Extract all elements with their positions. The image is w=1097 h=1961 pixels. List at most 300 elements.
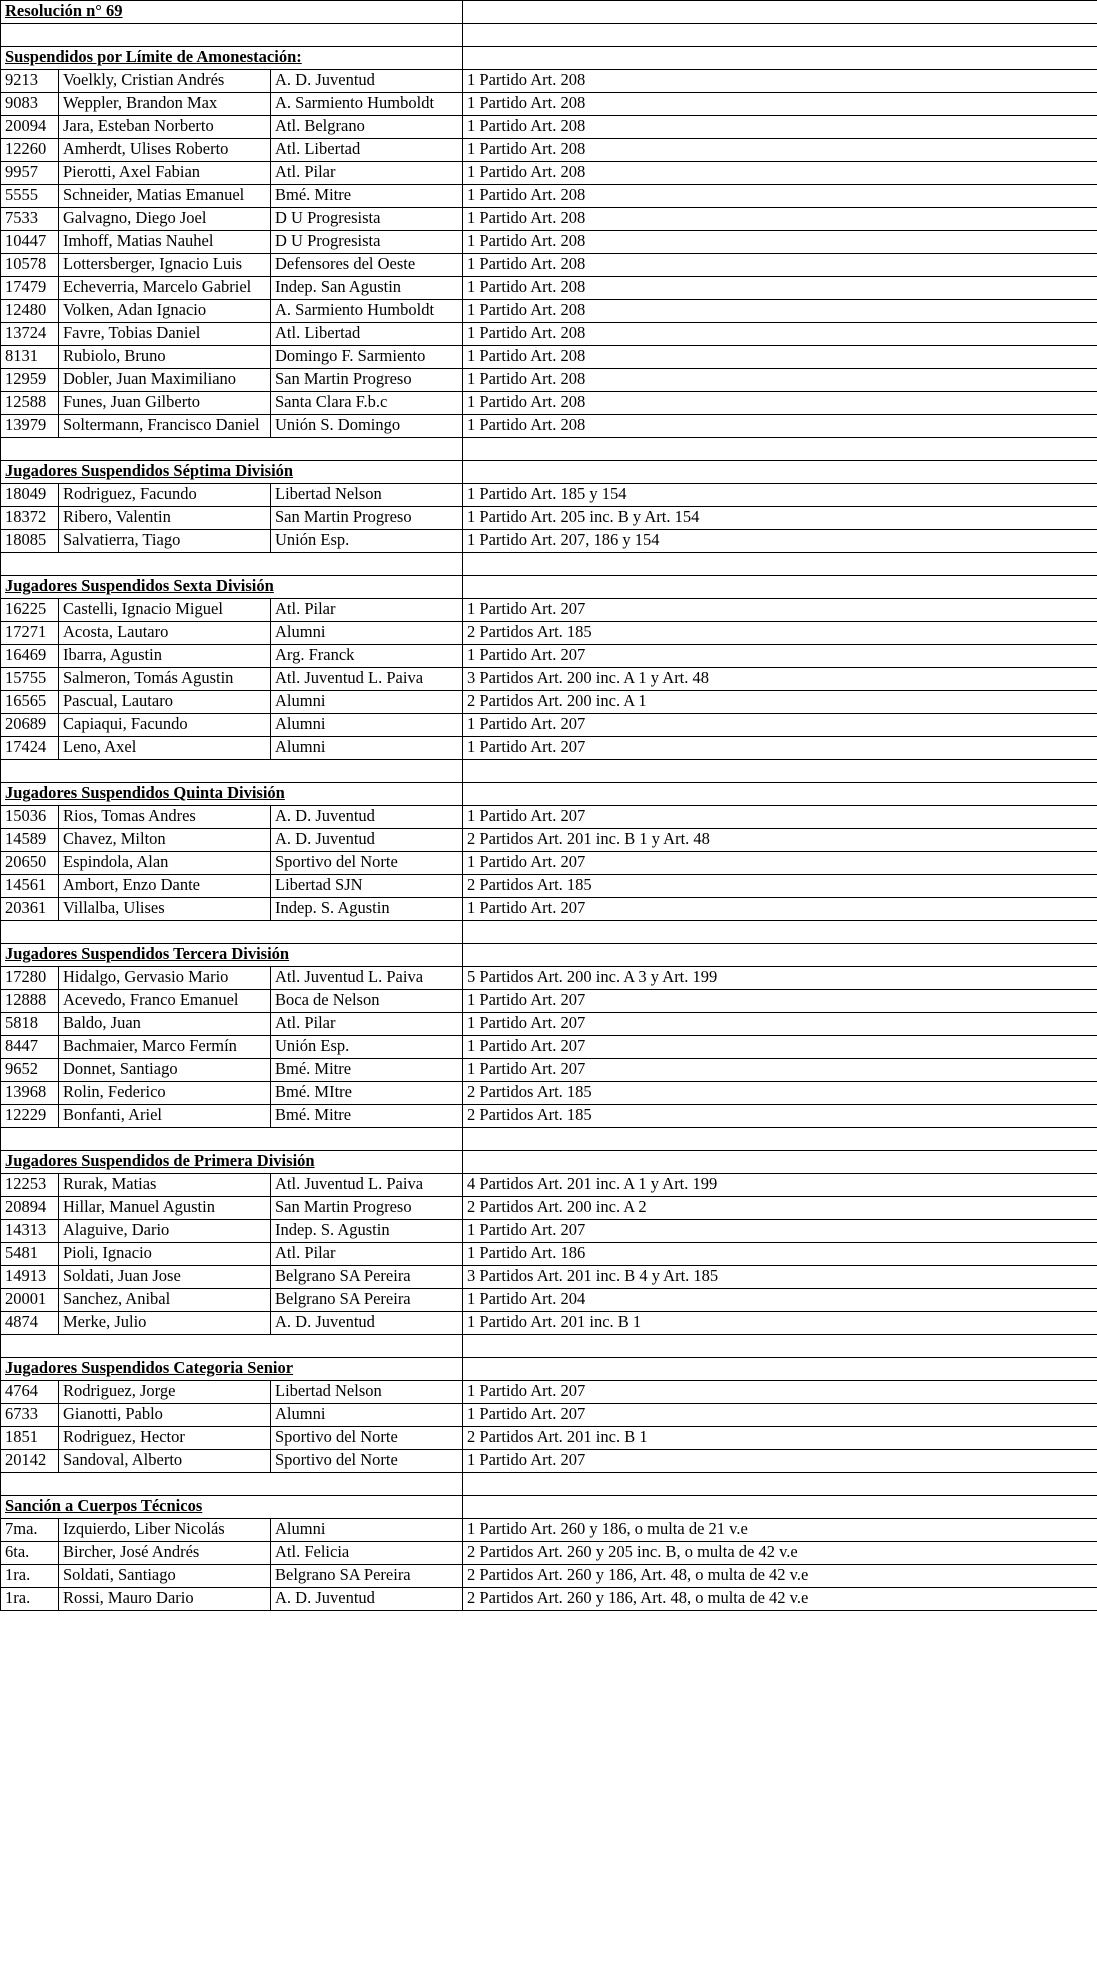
club-name: Unión Esp.	[271, 1036, 463, 1059]
club-name: A. D. Juventud	[271, 70, 463, 93]
table-row	[1, 714, 1097, 737]
player-name: Voelkly, Cristian Andrés	[59, 70, 271, 93]
sanction-detail: 1 Partido Art. 208	[463, 277, 1097, 300]
section-title-text: Jugadores Suspendidos Categoria Senior	[5, 1358, 294, 1378]
empty-cell	[1, 760, 463, 783]
sanction-detail: 2 Partidos Art. 260 y 186, Art. 48, o multa de 42 v.e	[463, 1588, 1097, 1611]
empty-cell	[463, 1473, 1097, 1496]
section-title	[1, 944, 463, 967]
player-name: Ambort, Enzo Dante	[59, 875, 271, 898]
sanctions-table-body	[1, 1, 1097, 1611]
table-row	[1, 852, 1097, 875]
club-name: Atl. Pilar	[271, 599, 463, 622]
club-name: Alumni	[271, 714, 463, 737]
empty-cell	[1, 1473, 463, 1496]
player-id: 9213	[1, 70, 59, 93]
table-row	[1, 990, 1097, 1013]
sanction-detail: 1 Partido Art. 208	[463, 369, 1097, 392]
table-row	[1, 875, 1097, 898]
player-id: 14313	[1, 1220, 59, 1243]
table-row	[1, 1082, 1097, 1105]
player-id: 4764	[1, 1381, 59, 1404]
player-id: 17424	[1, 737, 59, 760]
player-name: Bircher, José Andrés	[59, 1542, 271, 1565]
empty-cell	[463, 1128, 1097, 1151]
section-title-text: Jugadores Suspendidos de Primera División	[5, 1151, 315, 1171]
club-name: San Martin Progreso	[271, 1197, 463, 1220]
table-row	[1, 967, 1097, 990]
player-name: Lottersberger, Ignacio Luis	[59, 254, 271, 277]
empty-cell	[1, 1128, 463, 1151]
player-id: 20894	[1, 1197, 59, 1220]
club-name: D U Progresista	[271, 208, 463, 231]
section-title-text: Jugadores Suspendidos Quinta División	[5, 783, 285, 803]
player-name: Pierotti, Axel Fabian	[59, 162, 271, 185]
player-id: 20689	[1, 714, 59, 737]
player-id: 9652	[1, 1059, 59, 1082]
section-header-row	[1, 1358, 1097, 1381]
section-title	[1, 1496, 463, 1519]
table-row	[1, 1289, 1097, 1312]
player-id: 12229	[1, 1105, 59, 1128]
table-row	[1, 737, 1097, 760]
sanction-detail: 1 Partido Art. 208	[463, 185, 1097, 208]
player-name: Villalba, Ulises	[59, 898, 271, 921]
section-title-text: Suspendidos por Límite de Amonestación:	[5, 47, 302, 67]
table-row	[1, 139, 1097, 162]
player-name: Rios, Tomas Andres	[59, 806, 271, 829]
player-name: Merke, Julio	[59, 1312, 271, 1335]
player-name: Soltermann, Francisco Daniel	[59, 415, 271, 438]
club-name: Alumni	[271, 737, 463, 760]
player-id: 7ma.	[1, 1519, 59, 1542]
sanction-detail: 2 Partidos Art. 200 inc. A 1	[463, 691, 1097, 714]
club-name: Santa Clara F.b.c	[271, 392, 463, 415]
empty-cell	[463, 24, 1097, 47]
player-id: 8131	[1, 346, 59, 369]
sanction-detail: 1 Partido Art. 185 y 154	[463, 484, 1097, 507]
sanction-detail: 1 Partido Art. 208	[463, 323, 1097, 346]
player-id: 5818	[1, 1013, 59, 1036]
section-header-row	[1, 47, 1097, 70]
club-name: Alumni	[271, 691, 463, 714]
sanction-detail: 1 Partido Art. 207	[463, 1450, 1097, 1473]
player-id: 17280	[1, 967, 59, 990]
section-title-text: Sanción a Cuerpos Técnicos	[5, 1496, 203, 1516]
club-name: Libertad SJN	[271, 875, 463, 898]
sanction-detail: 1 Partido Art. 207	[463, 1220, 1097, 1243]
table-row	[1, 1266, 1097, 1289]
club-name: Atl. Pilar	[271, 1243, 463, 1266]
table-row	[1, 70, 1097, 93]
section-header-row	[1, 944, 1097, 967]
table-row	[1, 1059, 1097, 1082]
table-row	[1, 162, 1097, 185]
player-id: 13979	[1, 415, 59, 438]
player-name: Gianotti, Pablo	[59, 1404, 271, 1427]
empty-cell	[1, 24, 463, 47]
player-id: 14913	[1, 1266, 59, 1289]
sanction-detail: 1 Partido Art. 208	[463, 93, 1097, 116]
player-name: Izquierdo, Liber Nicolás	[59, 1519, 271, 1542]
sanction-detail: 1 Partido Art. 207	[463, 1036, 1097, 1059]
player-id: 16225	[1, 599, 59, 622]
sanction-detail: 1 Partido Art. 207, 186 y 154	[463, 530, 1097, 553]
empty-cell	[463, 438, 1097, 461]
player-name: Chavez, Milton	[59, 829, 271, 852]
club-name: A. D. Juventud	[271, 1588, 463, 1611]
empty-cell	[463, 576, 1097, 599]
empty-cell	[1, 438, 463, 461]
club-name: Atl. Pilar	[271, 162, 463, 185]
empty-cell	[463, 783, 1097, 806]
club-name: Belgrano SA Pereira	[271, 1266, 463, 1289]
sanction-detail: 4 Partidos Art. 201 inc. A 1 y Art. 199	[463, 1174, 1097, 1197]
player-id: 8447	[1, 1036, 59, 1059]
sanction-detail: 2 Partidos Art. 201 inc. B 1	[463, 1427, 1097, 1450]
player-id: 7533	[1, 208, 59, 231]
player-id: 5555	[1, 185, 59, 208]
player-id: 5481	[1, 1243, 59, 1266]
player-name: Galvagno, Diego Joel	[59, 208, 271, 231]
sanction-detail: 1 Partido Art. 207	[463, 599, 1097, 622]
club-name: Unión S. Domingo	[271, 415, 463, 438]
club-name: Alumni	[271, 622, 463, 645]
section-title-text: Resolución n° 69	[5, 1, 123, 21]
player-id: 18372	[1, 507, 59, 530]
player-name: Donnet, Santiago	[59, 1059, 271, 1082]
player-id: 6733	[1, 1404, 59, 1427]
sanction-detail: 2 Partidos Art. 185	[463, 622, 1097, 645]
player-name: Sandoval, Alberto	[59, 1450, 271, 1473]
table-row	[1, 507, 1097, 530]
empty-cell	[463, 1335, 1097, 1358]
club-name: Bmé. MItre	[271, 1082, 463, 1105]
player-name: Rodriguez, Facundo	[59, 484, 271, 507]
sanction-detail: 1 Partido Art. 208	[463, 231, 1097, 254]
player-name: Ribero, Valentin	[59, 507, 271, 530]
player-id: 18085	[1, 530, 59, 553]
player-id: 20094	[1, 116, 59, 139]
sanction-detail: 1 Partido Art. 207	[463, 852, 1097, 875]
sanction-detail: 1 Partido Art. 204	[463, 1289, 1097, 1312]
sanction-detail: 1 Partido Art. 207	[463, 1404, 1097, 1427]
spacer-row	[1, 24, 1097, 47]
player-id: 17479	[1, 277, 59, 300]
table-row	[1, 116, 1097, 139]
club-name: Atl. Libertad	[271, 139, 463, 162]
table-row	[1, 806, 1097, 829]
sanction-detail: 1 Partido Art. 207	[463, 806, 1097, 829]
section-title	[1, 576, 463, 599]
player-name: Amherdt, Ulises Roberto	[59, 139, 271, 162]
club-name: San Martin Progreso	[271, 507, 463, 530]
table-row	[1, 1220, 1097, 1243]
section-header-row	[1, 783, 1097, 806]
table-row	[1, 622, 1097, 645]
sanction-detail: 1 Partido Art. 207	[463, 1059, 1097, 1082]
sanction-detail: 1 Partido Art. 260 y 186, o multa de 21 v.e	[463, 1519, 1097, 1542]
table-row	[1, 1243, 1097, 1266]
sanction-detail: 1 Partido Art. 205 inc. B y Art. 154	[463, 507, 1097, 530]
player-id: 1ra.	[1, 1588, 59, 1611]
table-row	[1, 1404, 1097, 1427]
club-name: Belgrano SA Pereira	[271, 1289, 463, 1312]
club-name: A. Sarmiento Humboldt	[271, 93, 463, 116]
table-row	[1, 1105, 1097, 1128]
section-header-row	[1, 461, 1097, 484]
player-id: 12588	[1, 392, 59, 415]
club-name: Bmé. Mitre	[271, 185, 463, 208]
club-name: Atl. Libertad	[271, 323, 463, 346]
table-row	[1, 392, 1097, 415]
player-id: 18049	[1, 484, 59, 507]
sanction-detail: 1 Partido Art. 207	[463, 645, 1097, 668]
club-name: Unión Esp.	[271, 530, 463, 553]
club-name: A. Sarmiento Humboldt	[271, 300, 463, 323]
sanction-detail: 1 Partido Art. 208	[463, 139, 1097, 162]
player-name: Jara, Esteban Norberto	[59, 116, 271, 139]
club-name: Belgrano SA Pereira	[271, 1565, 463, 1588]
table-row	[1, 93, 1097, 116]
sanction-detail: 1 Partido Art. 208	[463, 116, 1097, 139]
club-name: Alumni	[271, 1519, 463, 1542]
club-name: Defensores del Oeste	[271, 254, 463, 277]
player-id: 13724	[1, 323, 59, 346]
club-name: Atl. Belgrano	[271, 116, 463, 139]
player-name: Acevedo, Franco Emanuel	[59, 990, 271, 1013]
empty-cell	[1, 921, 463, 944]
player-id: 16469	[1, 645, 59, 668]
club-name: A. D. Juventud	[271, 1312, 463, 1335]
player-id: 14561	[1, 875, 59, 898]
table-row	[1, 1519, 1097, 1542]
player-name: Funes, Juan Gilberto	[59, 392, 271, 415]
club-name: Bmé. Mitre	[271, 1059, 463, 1082]
player-name: Soldati, Juan Jose	[59, 1266, 271, 1289]
player-name: Espindola, Alan	[59, 852, 271, 875]
player-id: 12480	[1, 300, 59, 323]
sanction-detail: 3 Partidos Art. 200 inc. A 1 y Art. 48	[463, 668, 1097, 691]
section-title	[1, 1151, 463, 1174]
player-name: Rurak, Matias	[59, 1174, 271, 1197]
sanction-detail: 1 Partido Art. 208	[463, 254, 1097, 277]
player-name: Hidalgo, Gervasio Mario	[59, 967, 271, 990]
player-name: Pascual, Lautaro	[59, 691, 271, 714]
spacer-row	[1, 1473, 1097, 1496]
sanction-detail: 1 Partido Art. 207	[463, 714, 1097, 737]
sanction-detail: 1 Partido Art. 201 inc. B 1	[463, 1312, 1097, 1335]
player-name: Hillar, Manuel Agustin	[59, 1197, 271, 1220]
empty-cell	[463, 1496, 1097, 1519]
player-name: Weppler, Brandon Max	[59, 93, 271, 116]
table-row	[1, 1565, 1097, 1588]
player-id: 20142	[1, 1450, 59, 1473]
spacer-row	[1, 438, 1097, 461]
table-row	[1, 346, 1097, 369]
player-id: 10578	[1, 254, 59, 277]
club-name: D U Progresista	[271, 231, 463, 254]
spacer-row	[1, 760, 1097, 783]
player-id: 10447	[1, 231, 59, 254]
club-name: Atl. Juventud L. Paiva	[271, 1174, 463, 1197]
section-header-row	[1, 576, 1097, 599]
empty-cell	[1, 1335, 463, 1358]
table-row	[1, 829, 1097, 852]
sanction-detail: 1 Partido Art. 207	[463, 990, 1097, 1013]
player-name: Favre, Tobias Daniel	[59, 323, 271, 346]
player-name: Rodriguez, Jorge	[59, 1381, 271, 1404]
club-name: Libertad Nelson	[271, 1381, 463, 1404]
table-row	[1, 1174, 1097, 1197]
sanction-detail: 1 Partido Art. 207	[463, 1013, 1097, 1036]
club-name: Atl. Felicia	[271, 1542, 463, 1565]
club-name: Arg. Franck	[271, 645, 463, 668]
player-name: Sanchez, Anibal	[59, 1289, 271, 1312]
spacer-row	[1, 553, 1097, 576]
player-name: Soldati, Santiago	[59, 1565, 271, 1588]
empty-cell	[463, 1, 1097, 24]
section-title	[1, 783, 463, 806]
player-id: 12888	[1, 990, 59, 1013]
section-title	[1, 461, 463, 484]
club-name: Domingo F. Sarmiento	[271, 346, 463, 369]
empty-cell	[463, 944, 1097, 967]
table-row	[1, 1450, 1097, 1473]
player-name: Acosta, Lautaro	[59, 622, 271, 645]
table-row	[1, 530, 1097, 553]
sanction-detail: 1 Partido Art. 208	[463, 346, 1097, 369]
club-name: A. D. Juventud	[271, 806, 463, 829]
player-id: 14589	[1, 829, 59, 852]
player-name: Castelli, Ignacio Miguel	[59, 599, 271, 622]
table-row	[1, 231, 1097, 254]
player-id: 12253	[1, 1174, 59, 1197]
club-name: Indep. S. Agustin	[271, 898, 463, 921]
player-name: Ibarra, Agustin	[59, 645, 271, 668]
player-id: 16565	[1, 691, 59, 714]
player-id: 4874	[1, 1312, 59, 1335]
player-id: 1851	[1, 1427, 59, 1450]
sanction-detail: 1 Partido Art. 208	[463, 415, 1097, 438]
section-title	[1, 1358, 463, 1381]
club-name: Indep. S. Agustin	[271, 1220, 463, 1243]
club-name: Sportivo del Norte	[271, 852, 463, 875]
player-name: Rossi, Mauro Dario	[59, 1588, 271, 1611]
sanction-detail: 2 Partidos Art. 185	[463, 875, 1097, 898]
sanction-detail: 1 Partido Art. 208	[463, 70, 1097, 93]
section-title-text: Jugadores Suspendidos Tercera División	[5, 944, 290, 964]
club-name: Atl. Juventud L. Paiva	[271, 967, 463, 990]
sanction-detail: 1 Partido Art. 208	[463, 300, 1097, 323]
table-row	[1, 277, 1097, 300]
player-id: 9083	[1, 93, 59, 116]
player-id: 15755	[1, 668, 59, 691]
sanction-detail: 1 Partido Art. 207	[463, 898, 1097, 921]
section-header-row	[1, 1151, 1097, 1174]
sanction-detail: 2 Partidos Art. 201 inc. B 1 y Art. 48	[463, 829, 1097, 852]
club-name: Libertad Nelson	[271, 484, 463, 507]
table-row	[1, 691, 1097, 714]
empty-cell	[463, 553, 1097, 576]
player-id: 1ra.	[1, 1565, 59, 1588]
table-row	[1, 369, 1097, 392]
player-id: 20650	[1, 852, 59, 875]
empty-cell	[463, 47, 1097, 70]
section-title-text: Jugadores Suspendidos Sexta División	[5, 576, 274, 596]
table-row	[1, 1312, 1097, 1335]
player-name: Baldo, Juan	[59, 1013, 271, 1036]
player-id: 12959	[1, 369, 59, 392]
player-id: 13968	[1, 1082, 59, 1105]
player-name: Salmeron, Tomás Agustin	[59, 668, 271, 691]
player-name: Bachmaier, Marco Fermín	[59, 1036, 271, 1059]
table-row	[1, 1013, 1097, 1036]
section-title-text: Jugadores Suspendidos Séptima División	[5, 461, 294, 481]
club-name: Indep. San Agustin	[271, 277, 463, 300]
table-row	[1, 1197, 1097, 1220]
club-name: Boca de Nelson	[271, 990, 463, 1013]
table-row	[1, 1036, 1097, 1059]
sanction-detail: 1 Partido Art. 207	[463, 1381, 1097, 1404]
document-title-row	[1, 1, 1097, 24]
sanction-detail: 2 Partidos Art. 185	[463, 1082, 1097, 1105]
sanction-detail: 2 Partidos Art. 260 y 186, Art. 48, o multa de 42 v.e	[463, 1565, 1097, 1588]
club-name: Sportivo del Norte	[271, 1450, 463, 1473]
club-name: San Martin Progreso	[271, 369, 463, 392]
sanction-detail: 1 Partido Art. 186	[463, 1243, 1097, 1266]
table-row	[1, 254, 1097, 277]
sanction-detail: 1 Partido Art. 208	[463, 392, 1097, 415]
table-row	[1, 1427, 1097, 1450]
player-name: Echeverria, Marcelo Gabriel	[59, 277, 271, 300]
player-name: Leno, Axel	[59, 737, 271, 760]
player-name: Rubiolo, Bruno	[59, 346, 271, 369]
table-row	[1, 1381, 1097, 1404]
player-name: Imhoff, Matias Nauhel	[59, 231, 271, 254]
player-name: Dobler, Juan Maximiliano	[59, 369, 271, 392]
table-row	[1, 185, 1097, 208]
page-title	[1, 1, 463, 24]
player-id: 20001	[1, 1289, 59, 1312]
player-name: Rodriguez, Hector	[59, 1427, 271, 1450]
sanction-detail: 5 Partidos Art. 200 inc. A 3 y Art. 199	[463, 967, 1097, 990]
player-name: Schneider, Matias Emanuel	[59, 185, 271, 208]
sanction-detail: 1 Partido Art. 208	[463, 208, 1097, 231]
table-row	[1, 599, 1097, 622]
table-row	[1, 300, 1097, 323]
table-row	[1, 208, 1097, 231]
club-name: Sportivo del Norte	[271, 1427, 463, 1450]
spacer-row	[1, 921, 1097, 944]
player-name: Volken, Adan Ignacio	[59, 300, 271, 323]
empty-cell	[463, 760, 1097, 783]
player-name: Salvatierra, Tiago	[59, 530, 271, 553]
table-row	[1, 323, 1097, 346]
player-id: 15036	[1, 806, 59, 829]
table-row	[1, 645, 1097, 668]
sanction-detail: 2 Partidos Art. 185	[463, 1105, 1097, 1128]
table-row	[1, 1588, 1097, 1611]
spacer-row	[1, 1128, 1097, 1151]
sanction-detail: 2 Partidos Art. 200 inc. A 2	[463, 1197, 1097, 1220]
section-title	[1, 47, 463, 70]
club-name: Atl. Juventud L. Paiva	[271, 668, 463, 691]
table-row	[1, 898, 1097, 921]
player-id: 17271	[1, 622, 59, 645]
table-row	[1, 668, 1097, 691]
table-row	[1, 484, 1097, 507]
